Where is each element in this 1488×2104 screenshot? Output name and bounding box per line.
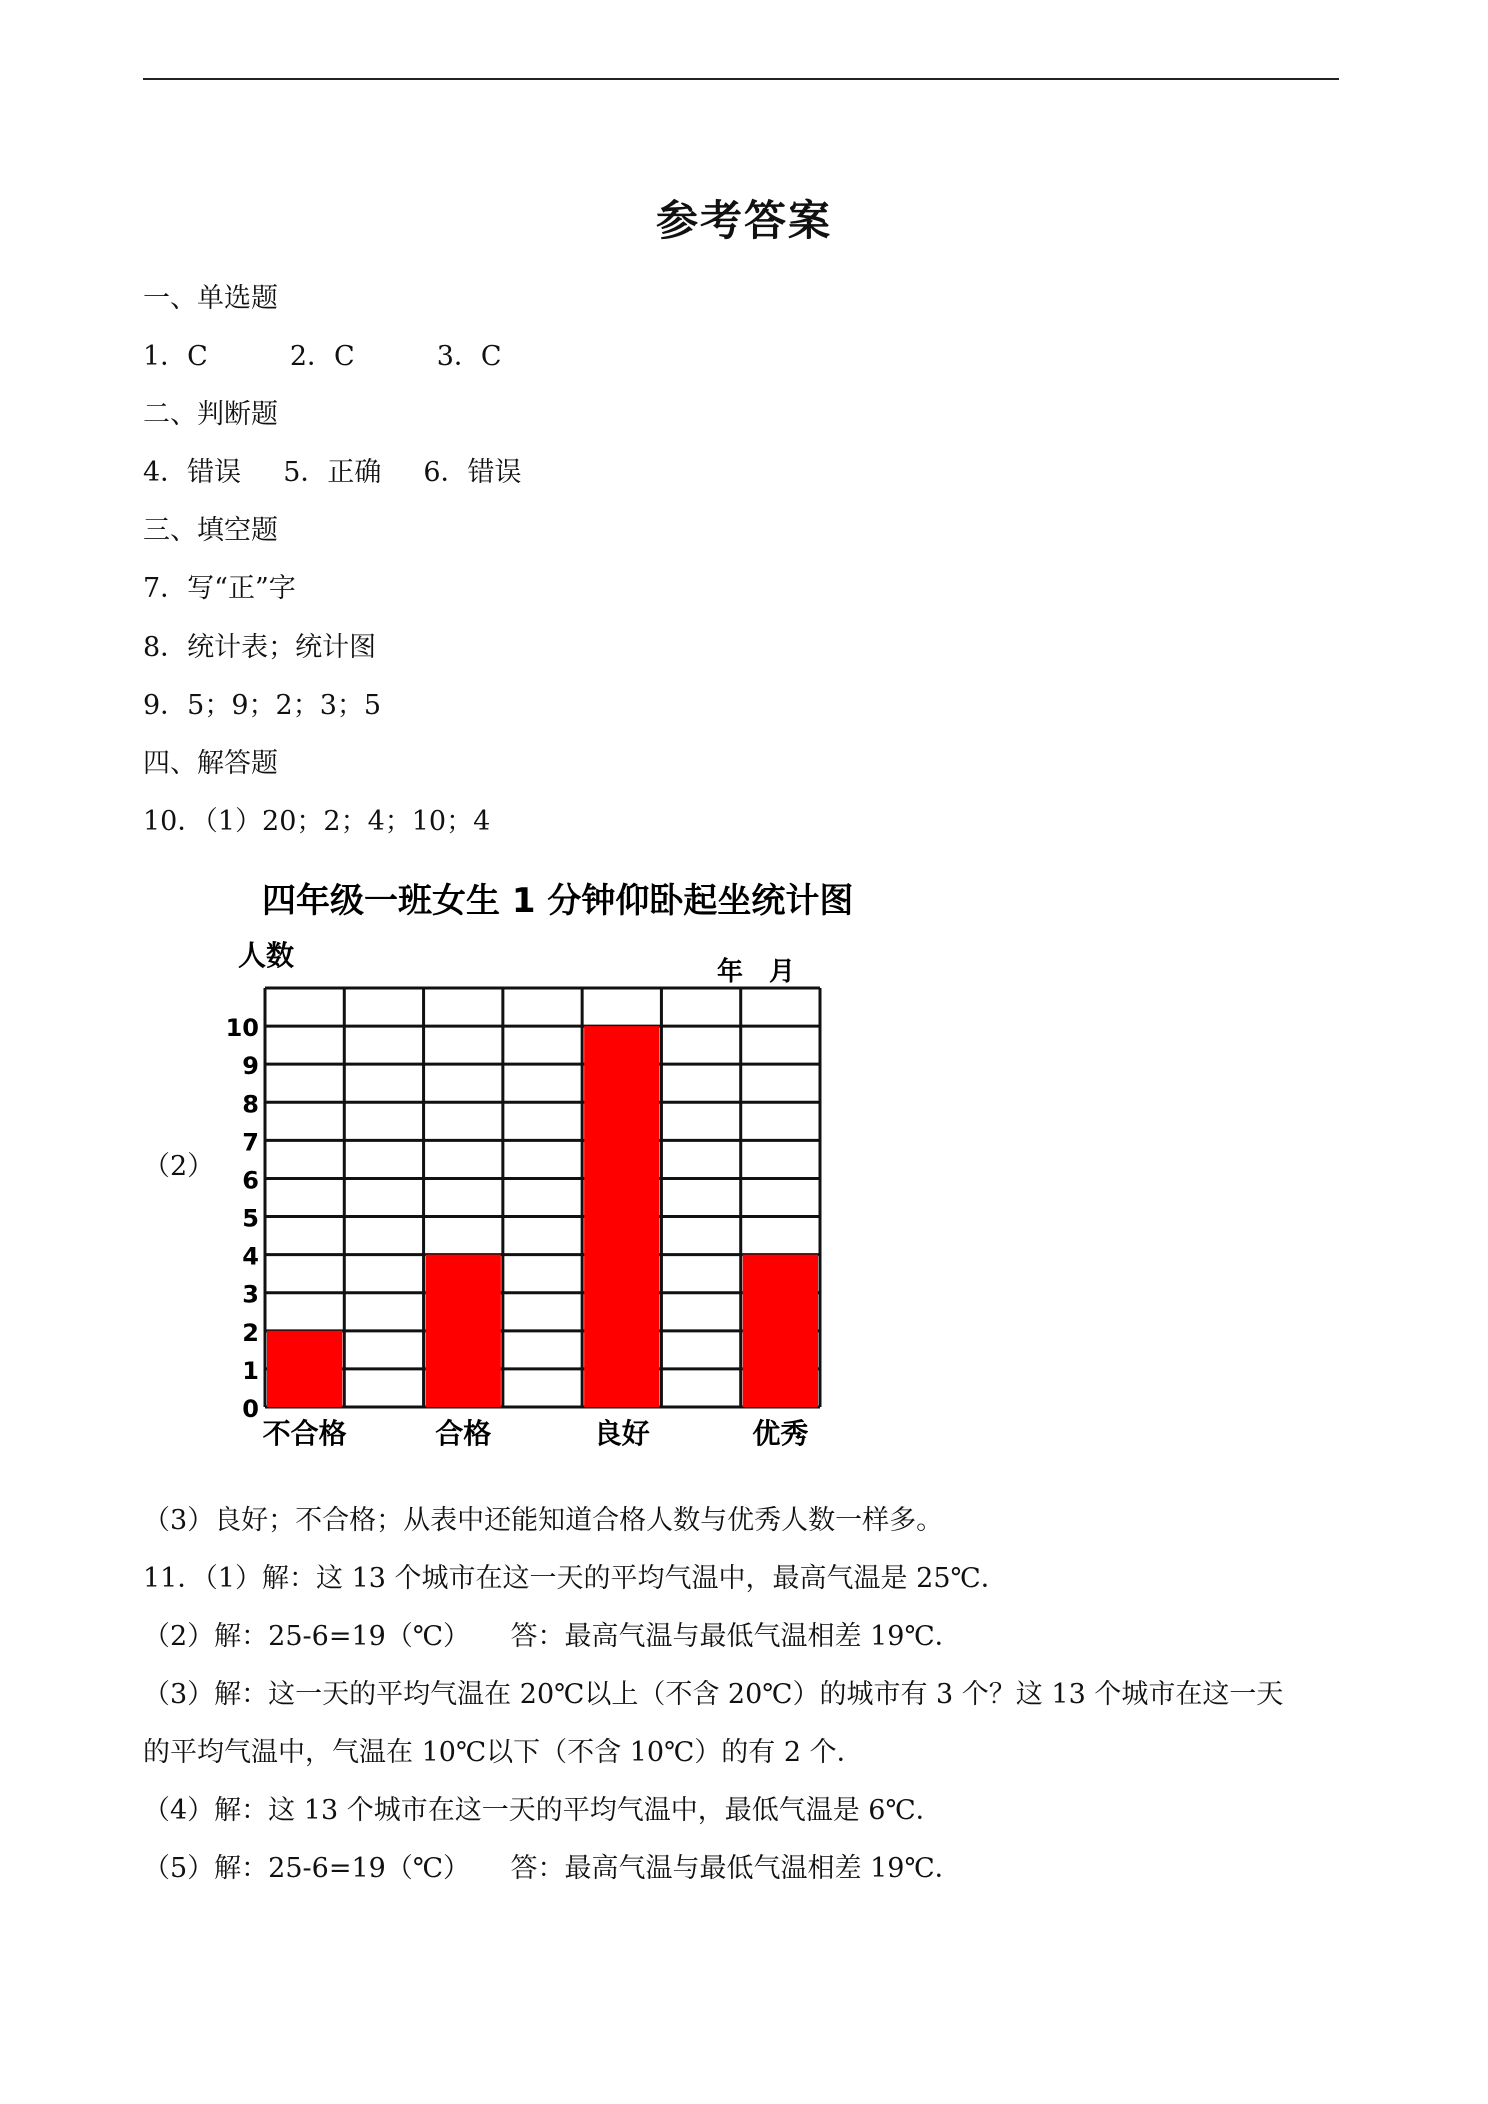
y-tick-label: 10 — [225, 1014, 259, 1043]
answer-10-3: （3）良好；不合格；从表中还能知道合格人数与优秀人数一样多。 — [143, 1505, 944, 1536]
answer-11-1: 11．（1）解：这 13 个城市在这一天的平均气温中，最高气温是 25℃． — [143, 1563, 1008, 1594]
chart-title: 四年级一班女生 1 分钟仰卧起坐统计图 — [262, 881, 854, 921]
x-tick-label: 合格 — [435, 1417, 492, 1450]
header-rule — [143, 78, 1339, 80]
answer-2: 2．C — [289, 341, 355, 372]
bar-chart — [225, 870, 880, 1460]
answer-4: 4．错误 — [143, 457, 242, 488]
y-tick-label: 0 — [242, 1395, 259, 1423]
answer-10-1: 10．（1）20；2；4；10；4 — [143, 806, 491, 837]
answer-9: 9．5；9；2；3；5 — [143, 690, 382, 721]
bar-4 — [743, 1255, 818, 1407]
answer-5: 5．正确 — [283, 457, 382, 488]
answer-3: 3．C — [436, 341, 502, 372]
answer-row-4-6 — [143, 455, 522, 491]
x-tick-label: 不合格 — [262, 1417, 347, 1450]
chart-grid — [265, 988, 820, 1407]
chart-x-ticks — [263, 1417, 809, 1450]
section-heading: 四、解答题 — [143, 748, 278, 779]
page-title: 参考答案 — [655, 196, 832, 245]
answer-11-2: （2）解：25-6=19（℃） 答：最高气温与最低气温相差 19℃． — [143, 1621, 962, 1652]
answer-10-2-label: （2） — [143, 1151, 215, 1182]
bar-1 — [267, 1331, 342, 1407]
answer-6: 6．错误 — [423, 457, 522, 488]
y-tick-label: 5 — [242, 1204, 259, 1233]
chart-date-label: 年 月 — [717, 957, 796, 987]
y-tick-label: 1 — [242, 1356, 259, 1385]
answer-11-3-line1: （3）解：这一天的平均气温在 20℃以上（不含 20℃）的城市有 3 个？这 13 个城市在这一天 — [143, 1679, 1284, 1710]
y-tick-label: 4 — [242, 1242, 259, 1271]
y-tick-label: 6 — [242, 1166, 259, 1195]
answer-11-4: （4）解：这 13 个城市在这一天的平均气温中，最低气温是 6℃． — [143, 1795, 943, 1826]
x-tick-label: 优秀 — [752, 1417, 809, 1450]
y-tick-label: 3 — [242, 1280, 259, 1309]
answer-row-1-3 — [143, 339, 502, 375]
y-tick-label: 8 — [242, 1090, 259, 1119]
y-tick-label: 2 — [242, 1318, 259, 1347]
answer-8: 8．统计表；统计图 — [143, 632, 377, 663]
bar-3 — [584, 1026, 659, 1407]
x-tick-label: 良好 — [593, 1417, 650, 1450]
answer-1: 1．C — [143, 341, 208, 372]
bar-2 — [426, 1255, 501, 1407]
y-tick-label: 7 — [242, 1128, 259, 1157]
section-heading: 三、填空题 — [143, 515, 278, 546]
section-heading: 二、判断题 — [143, 399, 278, 430]
answer-11-5: （5）解：25-6=19（℃） 答：最高气温与最低气温相差 19℃． — [143, 1853, 962, 1884]
answer-11-3-line2: 的平均气温中，气温在 10℃以下（不含 10℃）的有 2 个． — [143, 1737, 864, 1768]
y-tick-label: 9 — [242, 1052, 259, 1081]
answer-7: 7．写“正”字 — [143, 573, 296, 604]
section-heading: 一、单选题 — [143, 283, 278, 314]
chart-y-ticks — [226, 1014, 259, 1423]
chart-ylabel: 人数 — [238, 939, 295, 972]
